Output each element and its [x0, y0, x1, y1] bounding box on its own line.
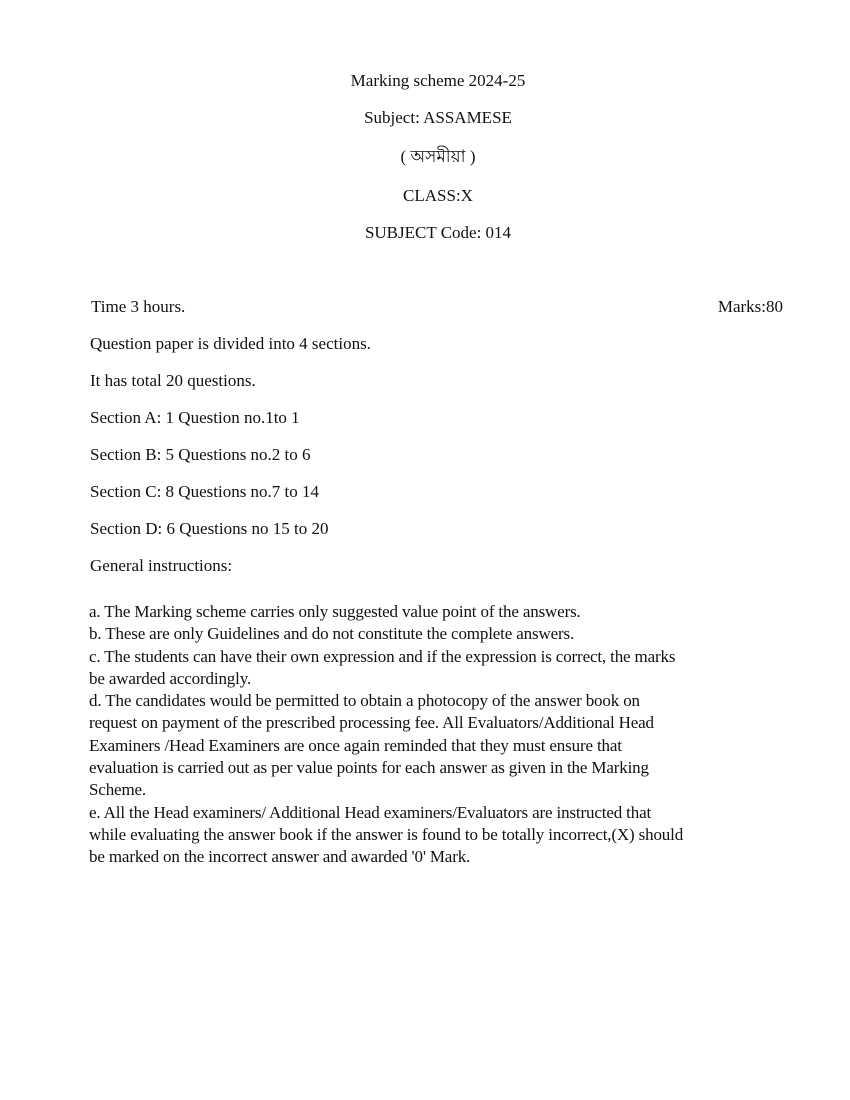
instructions-list	[89, 601, 683, 869]
instruction-line: a. The Marking scheme carries only suggested value point of the answers.	[89, 602, 581, 621]
info-section-a: Section A: 1 Question no.1to 1	[90, 408, 300, 427]
document-title: Marking scheme 2024-25	[350, 71, 526, 90]
instruction-line: e. All the Head examiners/ Additional Head examiners/Evaluators are instructed that	[89, 802, 652, 822]
subject-label: Subject: ASSAMESE	[364, 108, 512, 127]
instruction-line: Scheme.	[89, 780, 147, 800]
general-instructions-heading: General instructions:	[90, 556, 233, 575]
subject-code-label: SUBJECT Code: 014	[364, 223, 512, 242]
instruction-line: be awarded accordingly.	[89, 668, 252, 688]
subject-native-label: ( অসমীয়া )	[400, 147, 476, 166]
info-section-d: Section D: 6 Questions no 15 to 20	[90, 519, 329, 538]
instruction-line: while evaluating the answer book if the answer is found to be totally incorrect,(X) should	[89, 824, 684, 844]
instruction-line: d. The candidates would be permitted to obtain a photocopy of the answer book on	[89, 691, 640, 711]
instruction-line: c. The students can have their own expression and if the expression is correct, the marks	[89, 646, 676, 666]
marks-label: Marks:80	[717, 297, 783, 316]
info-total-questions: It has total 20 questions.	[90, 371, 256, 390]
info-section-b: Section B: 5 Questions no.2 to 6	[90, 445, 311, 464]
time-label: Time 3 hours.	[91, 297, 186, 316]
info-section-c: Section C: 8 Questions no.7 to 14	[90, 482, 320, 501]
instruction-line: b. These are only Guidelines and do not constitute the complete answers.	[89, 624, 575, 644]
instruction-line: be marked on the incorrect answer and awarded '0' Mark.	[89, 847, 471, 867]
instruction-line: Examiners /Head Examiners are once again reminded that they must ensure that	[89, 735, 622, 755]
info-sections: Question paper is divided into 4 sections.	[90, 334, 371, 353]
instruction-line: request on payment of the prescribed processing fee. All Evaluators/Additional Head	[89, 713, 654, 733]
class-label: CLASS:X	[403, 186, 473, 205]
instruction-line: evaluation is carried out as per value points for each answer as given in the Marking	[89, 758, 649, 778]
